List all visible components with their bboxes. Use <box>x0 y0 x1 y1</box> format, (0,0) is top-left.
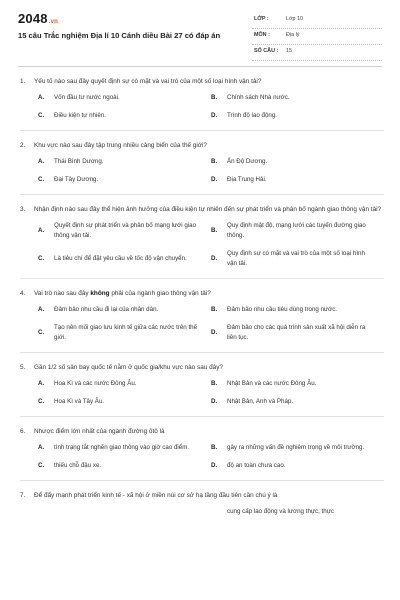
answer-option[interactable] <box>211 221 384 241</box>
option-text: Hoa Kì và các nước Đông Âu. <box>54 380 137 387</box>
question-text-part: Vai trò nào sau đây <box>34 290 91 297</box>
question <box>20 204 384 269</box>
answer-options <box>38 93 384 121</box>
option-letter: D. <box>211 255 218 262</box>
option-text: Địa Trung Hải. <box>227 176 267 183</box>
question-divider <box>20 278 384 279</box>
question-stem <box>20 490 384 501</box>
question <box>20 362 384 407</box>
meta-key: SỐ CÂU : <box>254 48 279 54</box>
answer-option[interactable] <box>38 323 211 343</box>
option-letter: C. <box>38 176 45 183</box>
question-stem <box>20 76 384 87</box>
answer-options <box>38 507 384 517</box>
answer-options <box>38 157 384 185</box>
question-stem <box>20 362 384 373</box>
option-text: Ấn Độ Dương. <box>227 158 268 165</box>
logo-text: 2048 <box>18 11 48 26</box>
option-text: Đảm bảo nhu cầu tiêu dùng trong nước. <box>227 306 338 313</box>
answer-option[interactable] <box>211 157 384 167</box>
option-letter: C. <box>38 462 45 469</box>
option-text: Đảm bảo cho các quá trình sản xuất xã hội diễn ra liên tục. <box>227 324 366 341</box>
option-text: gây ra những vấn đề nghiêm trọng về môi trường. <box>227 444 365 451</box>
answer-option[interactable] <box>38 93 211 103</box>
meta-row-subject <box>252 29 382 45</box>
question-stem <box>20 204 384 215</box>
option-text: cung cấp lao động và lương thực, thực <box>227 508 334 515</box>
option-text: Trình độ lao động. <box>227 112 277 119</box>
answer-option[interactable] <box>211 461 384 471</box>
question <box>20 490 384 517</box>
header-divider <box>18 66 382 67</box>
question-text-part: Yếu tố nào sau đây quyết định sự có mặt và vai trò của một số loại hình vận tải? <box>34 78 262 85</box>
question-number: 1. <box>20 78 26 85</box>
meta-row-count <box>252 45 382 61</box>
answer-options <box>38 379 384 407</box>
option-letter: B. <box>211 444 218 451</box>
question <box>20 76 384 121</box>
question-text-part: Để đẩy mạnh phát triển kinh tế - xã hội ở miền núi cơ sở hạ tầng đầu tiên cần chú ý là <box>34 492 278 499</box>
option-text: Quy định mật độ, mạng lưới các tuyến đường giao thông. <box>227 222 366 239</box>
answer-option[interactable] <box>38 507 211 517</box>
answer-option[interactable] <box>38 249 211 269</box>
answer-option[interactable] <box>38 397 211 407</box>
option-letter: C. <box>38 112 45 119</box>
meta-row-class <box>252 13 382 29</box>
option-letter: D. <box>211 329 218 336</box>
logo-suffix: .vn <box>48 19 59 25</box>
option-letter: D. <box>211 462 218 469</box>
option-text: Quy định sự có mặt và vai trò của một số loại hình vận tải. <box>227 250 365 267</box>
answer-option[interactable] <box>211 443 384 453</box>
meta-key: MÔN : <box>254 32 270 38</box>
question-number: 5. <box>20 364 26 371</box>
option-letter: A. <box>38 158 45 165</box>
answer-option[interactable] <box>38 379 211 389</box>
question-text-part: Khu vực nào sau đây tập trung nhiều cảng biển của thế giới? <box>34 142 207 149</box>
answer-option[interactable] <box>38 175 211 185</box>
question-number: 7. <box>20 492 26 499</box>
option-letter: B. <box>211 94 218 101</box>
option-text: Quyết định sự phát triển và phân bố mạng lưới giao thông vận tải. <box>54 222 197 239</box>
option-letter: A. <box>38 227 45 234</box>
answer-option[interactable] <box>211 397 384 407</box>
document-title: 15 câu Trắc nghiệm Địa lí 10 Cánh diều Bài 27 có đáp án <box>18 31 221 40</box>
option-letter: D. <box>211 398 218 405</box>
option-text: Nhật Bản và các nước Đông Âu. <box>227 380 317 387</box>
answer-options <box>38 305 384 343</box>
meta-key: LỚP : <box>254 16 269 22</box>
option-text: thiếu chỗ đậu xe. <box>54 462 102 469</box>
option-letter: C. <box>38 329 45 336</box>
option-text: Vốn đầu tư nước ngoài. <box>54 94 120 101</box>
answer-option[interactable] <box>211 379 384 389</box>
answer-option[interactable] <box>38 157 211 167</box>
answer-options <box>38 221 384 269</box>
question-divider <box>20 130 384 131</box>
question-divider <box>20 194 384 195</box>
question-stem <box>20 426 384 437</box>
question-text <box>34 140 384 151</box>
option-text: Đại Tây Dương. <box>54 176 99 183</box>
answer-option[interactable] <box>211 249 384 269</box>
question <box>20 288 384 343</box>
option-text: Nhật Bản, Anh và Pháp. <box>227 398 294 405</box>
option-letter: A. <box>38 94 45 101</box>
question-number: 4. <box>20 290 26 297</box>
question-divider <box>20 352 384 353</box>
meta-info <box>252 13 382 61</box>
answer-option[interactable] <box>211 93 384 103</box>
option-text: Hoa Kì và Tây Âu. <box>54 398 105 405</box>
option-letter: B. <box>211 227 218 234</box>
option-letter: B. <box>211 158 218 165</box>
question-text-part: Gần 1/2 số sân bay quốc tế nằm ở quốc gia/khu vực nào sau đây? <box>34 364 223 371</box>
answer-option[interactable] <box>211 323 384 343</box>
option-text: Tạo nên mối giao lưu kinh tế giữa các nước trên thế giới. <box>54 324 198 341</box>
question-text-emphasis: không <box>90 290 110 297</box>
option-text: Điều kiện tự nhiên. <box>54 112 106 119</box>
option-letter: A. <box>38 306 45 313</box>
option-letter: A. <box>38 380 45 387</box>
question-divider <box>20 480 384 481</box>
option-letter: D. <box>211 112 218 119</box>
question-text <box>34 490 384 501</box>
answer-option[interactable] <box>211 175 384 185</box>
question-number: 2. <box>20 142 26 149</box>
question-stem <box>20 140 384 151</box>
option-letter: A. <box>38 444 45 451</box>
option-letter: C. <box>38 398 45 405</box>
answer-option[interactable] <box>38 221 211 241</box>
question-text-part: Nhược điểm lớn nhất của ngành đường ôtô là <box>34 428 165 435</box>
question-stem <box>20 288 384 299</box>
meta-value: Địa lý <box>286 32 300 38</box>
option-text: Thái Bình Dương. <box>54 158 104 165</box>
meta-value: 15 <box>286 48 292 54</box>
question-text-part: Nhận định nào sau đây thể hiện ảnh hưởng của điều kiện tự nhiên đến sự phát triển và phân bố ngành giao thông vận tải? <box>34 206 382 213</box>
option-text: độ an toàn chưa cao. <box>227 462 286 469</box>
question-text <box>34 362 384 373</box>
question-number: 6. <box>20 428 26 435</box>
answer-option[interactable] <box>38 443 211 453</box>
option-text: Chính sách Nhà nước. <box>227 94 290 101</box>
answer-option[interactable] <box>211 111 384 121</box>
page-header <box>0 0 400 62</box>
question-list <box>0 76 400 517</box>
meta-value: Lớp 10 <box>286 16 304 22</box>
question-number: 3. <box>20 206 26 213</box>
answer-option[interactable] <box>38 461 211 471</box>
option-text: Là tiêu chí để đặt yêu cầu về tốc độ vận chuyển. <box>54 255 187 262</box>
question-text <box>34 76 384 87</box>
question-text <box>34 426 384 437</box>
question <box>20 426 384 471</box>
answer-option[interactable] <box>211 507 384 517</box>
question-text <box>34 204 384 215</box>
option-letter: C. <box>38 255 45 262</box>
answer-option[interactable] <box>38 305 211 315</box>
answer-option[interactable] <box>38 111 211 121</box>
site-logo[interactable] <box>18 11 58 26</box>
question <box>20 140 384 185</box>
option-letter: D. <box>211 176 218 183</box>
answer-option[interactable] <box>211 305 384 315</box>
question-text-part: phải của ngành giao thông vận tải? <box>109 290 211 297</box>
option-text: tình trạng tắt nghẽn giao thông vào giờ cao điểm. <box>54 444 190 451</box>
option-letter: B. <box>211 380 218 387</box>
answer-options <box>38 443 384 471</box>
option-letter: B. <box>211 306 218 313</box>
question-divider <box>20 416 384 417</box>
question-text <box>34 288 384 299</box>
option-text: Đảm bảo nhu cầu đi lại của nhân dân. <box>54 306 159 313</box>
